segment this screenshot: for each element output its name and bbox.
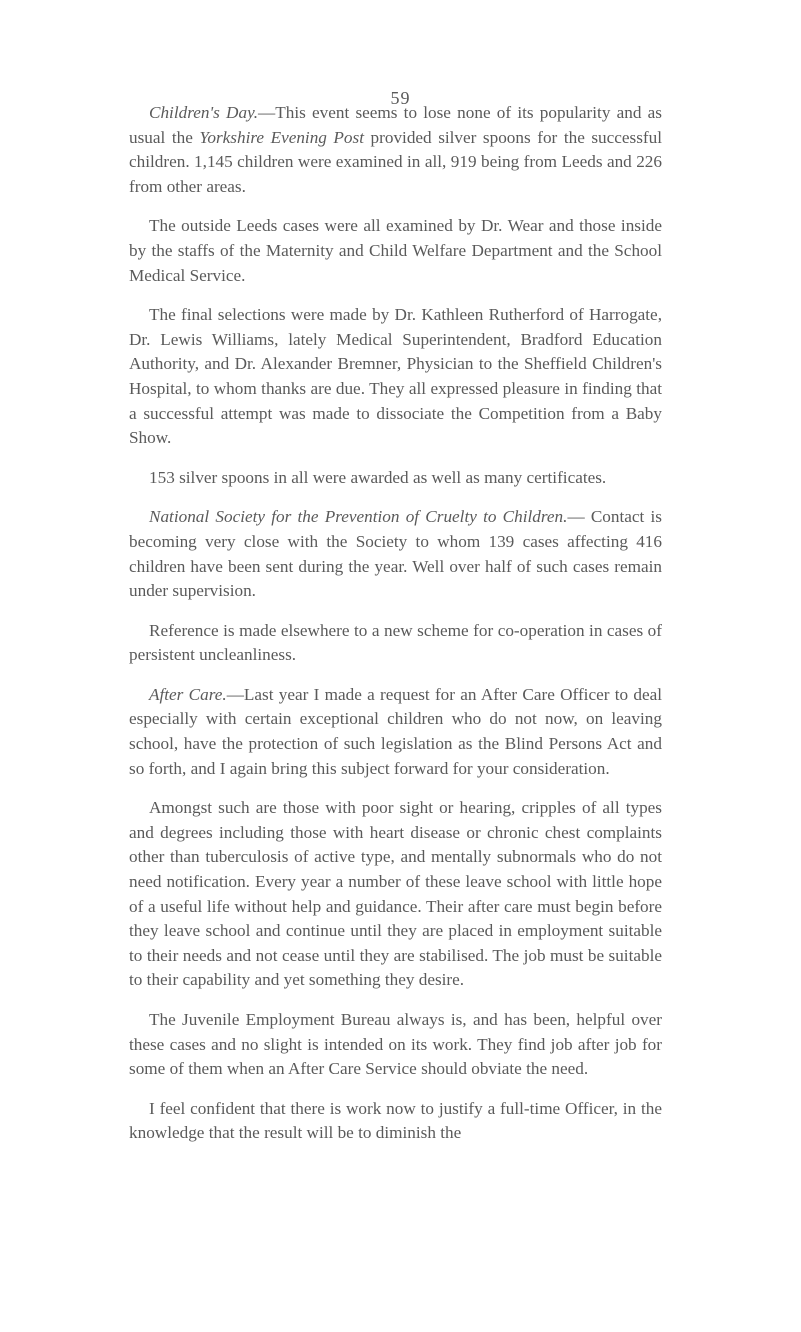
paragraph-text: —Last year I made a request for an After Care Officer to deal especially with certain exceptional children who do not now, on leaving school, have the protection of such legislation as the Blind Persons Act and so forth, and I again bring this subject forward for your consideration.: [129, 684, 662, 778]
paragraph-examinations: The outside Leeds cases were all examined by Dr. Wear and those inside by the staffs of the Maternity and Child Welfare Department and the School Medical Service.: [129, 216, 662, 285]
paragraph-text: — Contact is becoming very close with the Society to whom 139 cases affecting 416 children have been sent during the year. Well over half of such cases remain under supervision.: [129, 507, 662, 601]
paragraph-childrens-day: [129, 101, 662, 199]
section-heading-childrens-day: Children's Day.: [149, 103, 259, 122]
paragraph-text: —This event seems to lose none of its popularity and as usual the: [129, 103, 662, 147]
paragraph-silver-spoons: 153 silver spoons in all were awarded as well as many certificates.: [149, 467, 607, 487]
paragraph-amongst-such: Amongst such are those with poor sight or hearing, cripples of all types and degrees including those with heart disease or chronic chest complaints other than tuberculosis of active type, and mentally subnormals who do not need notification. Every year a number of these leave school with little hope of a useful life without help and guidance. Their after care must begin before they leave school and continue until they are placed in employment suitable to their needs and not cease until they are stabilised. The job must be suitable to their capability and yet something they desire.: [129, 798, 662, 990]
paragraph-full-time-officer: I feel confident that there is work now to justify a full-time Officer, in the knowledge that the result will be to diminish the: [129, 1098, 662, 1143]
paragraph-uncleanliness: Reference is made elsewhere to a new scheme for co-operation in cases of persistent uncleanliness.: [129, 620, 662, 665]
page-number: 59: [390, 88, 411, 108]
paragraph-nspcc: [129, 505, 662, 603]
paragraph-after-care: [129, 683, 662, 781]
section-heading-after-care: After Care.: [149, 684, 227, 704]
paragraph-employment-bureau: The Juvenile Employment Bureau always is, and has been, helpful over these cases and no slight is intended on its work. They find job after job for some of them when an After Care Service should obviate the need.: [129, 1010, 662, 1079]
newspaper-title: Yorkshire Evening Post: [199, 127, 364, 147]
paragraph-text: provided silver spoons for the successful children. 1,145 children were examined in all, 919 being from Leeds and 226 from other areas.: [129, 127, 663, 196]
paragraph-final-selections: The final selections were made by Dr. Kathleen Rutherford of Harrogate, Dr. Lewis Williams, lately Medical Superintendent, Bradford Education Authority, and Dr. Alexander Bremner, Physician to the Sheffield Children's Hospital, to whom thanks are due. They all expressed pleasure in finding that a successful attempt was made to dissociate the Competition from a Baby Show.: [129, 305, 662, 448]
section-heading-nspcc: National Society for the Prevention of Cruelty to Children.: [149, 507, 568, 527]
body-text: [129, 101, 662, 1146]
